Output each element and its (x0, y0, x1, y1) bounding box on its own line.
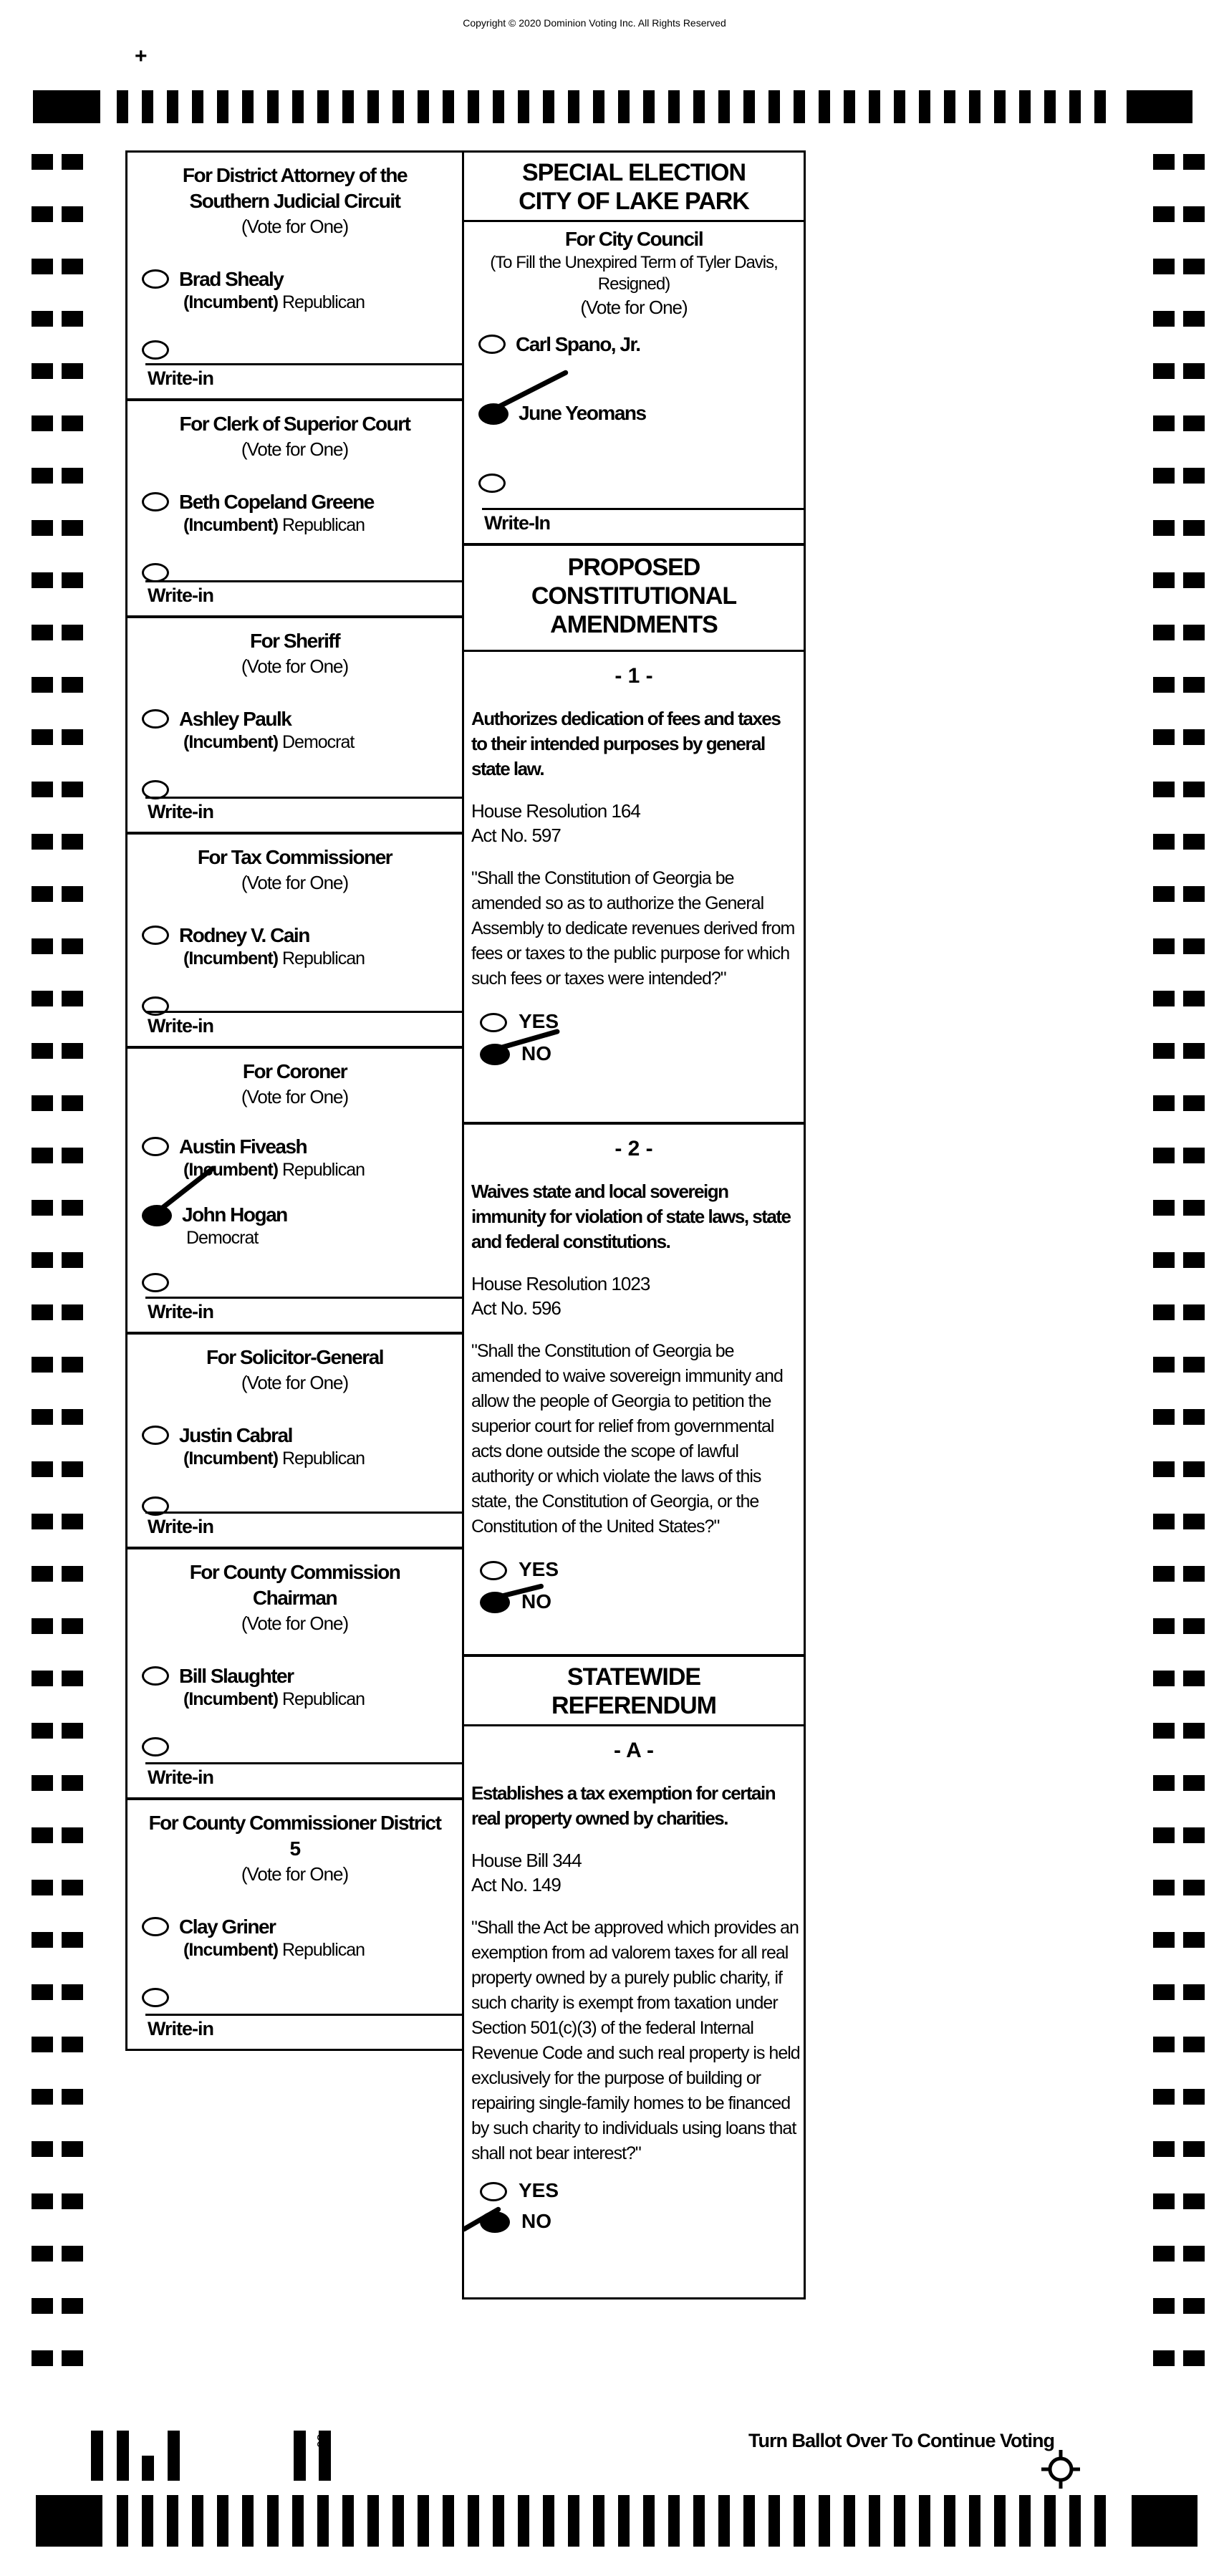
vote-for-instruction: (Vote for One) (241, 438, 349, 460)
empty-candidate-row (142, 1271, 462, 1292)
yes-choice-row (480, 1010, 804, 1033)
vote-oval[interactable] (142, 926, 169, 945)
left-contest-column (125, 150, 464, 2051)
header-line: PROPOSED (567, 554, 700, 581)
vote-oval[interactable] (142, 269, 169, 289)
vote-oval-filled[interactable] (480, 2211, 510, 2233)
vote-oval-filled[interactable] (480, 1044, 510, 1065)
turn-ballot-over-text: Turn Ballot Over To Continue Voting (748, 2430, 1054, 2451)
contest-tax-commissioner (127, 835, 462, 1049)
vote-oval[interactable] (142, 1988, 169, 2007)
write-in-area[interactable] (482, 508, 804, 539)
candidate-detail: (Incumbent) Republican (183, 1689, 365, 1709)
measure-references: House Bill 344 Act No. 149 (471, 1850, 582, 1895)
candidate-detail: (Incumbent) Republican (183, 515, 365, 535)
vote-oval-filled[interactable] (142, 1205, 172, 1226)
write-in-label: Write-in (148, 1767, 213, 1788)
measure-question: "Shall the Constitution of Georgia be amended to waive sovereign immunity and allow the people of Georgia to petition the superior court for relief from governmental acts done outside the scope of lawful authority or which violate the laws of this state, the Constitution of Georgia, or the Constitution of the United States?" (471, 1341, 783, 1537)
write-in-area[interactable] (145, 1512, 462, 1543)
yes-label: YES (519, 2179, 559, 2201)
candidate-name: Bill Slaughter (179, 1665, 294, 1687)
vote-oval[interactable] (142, 1137, 169, 1156)
candidate-row (142, 1135, 462, 1181)
timing-mark-block (1127, 90, 1192, 123)
contest-clerk-superior-court (127, 401, 462, 618)
yes-choice-row (480, 2179, 804, 2202)
empty-candidate-row (142, 561, 462, 582)
candidate-row-selected (478, 401, 804, 426)
measure-references: House Resolution 1023 Act No. 596 (471, 1273, 650, 1319)
yes-label: YES (519, 1010, 559, 1032)
write-in-label: Write-in (148, 801, 213, 822)
timing-marks-right (1153, 154, 1175, 2382)
candidate-row (142, 267, 462, 314)
candidate-row (142, 923, 462, 970)
measure-number: - 1 - (615, 664, 653, 688)
vote-for-instruction: (Vote for One) (241, 1613, 349, 1634)
vote-for-instruction: (Vote for One) (241, 216, 349, 237)
write-in-label: Write-in (148, 2018, 213, 2039)
contest-subtitle: (To Fill the Unexpired Term of Tyler Davis, Resigned) (490, 253, 778, 294)
measure-summary: Waives state and local sovereign immunity for violation of state laws, state and federal constitutions. (471, 1181, 791, 1252)
contest-title: For County Commission Chairman (189, 1561, 400, 1609)
write-in-label: Write-in (148, 367, 213, 389)
timing-marks-top (117, 90, 1114, 123)
vote-for-instruction: (Vote for One) (241, 872, 349, 893)
measure-number: - 2 - (615, 1137, 653, 1160)
candidate-detail: (Incumbent) Republican (183, 1448, 365, 1469)
empty-candidate-row (478, 471, 804, 493)
no-label: NO (521, 2209, 551, 2232)
copyright-line: Copyright © 2020 Dominion Voting Inc. All Rights Reserved (463, 17, 726, 29)
write-in-area[interactable] (145, 797, 462, 828)
timing-marks-right (1183, 154, 1205, 2382)
candidate-name: Ashley Paulk (179, 708, 291, 730)
vote-for-instruction: (Vote for One) (241, 1086, 349, 1107)
contest-commissioner-district-5 (127, 1800, 462, 2049)
no-label: NO (521, 1590, 551, 1613)
contest-district-attorney (127, 153, 462, 401)
candidate-detail: (Incumbent) Republican (183, 1940, 365, 1960)
timing-marks-left (32, 154, 53, 2382)
vote-oval[interactable] (142, 1737, 169, 1756)
candidate-row (142, 707, 462, 754)
candidate-name: Rodney V. Cain (179, 924, 309, 946)
special-election-header (464, 153, 804, 222)
measure-referendum-a (464, 1726, 804, 2297)
candidate-row (142, 1423, 462, 1470)
candidate-row (142, 1915, 462, 1961)
candidate-name: Brad Shealy (179, 268, 284, 290)
write-in-label: Write-in (148, 585, 213, 606)
vote-oval-filled[interactable] (478, 403, 509, 425)
contest-city-council (464, 222, 804, 546)
vote-oval[interactable] (480, 1561, 507, 1580)
vote-oval[interactable] (480, 2182, 507, 2201)
stub-barcode-bar (142, 2456, 154, 2481)
vote-oval[interactable] (142, 1917, 169, 1936)
candidate-detail: (Incumbent) Republican (183, 1160, 365, 1180)
no-choice-row-selected (480, 2209, 804, 2233)
vote-oval[interactable] (142, 709, 169, 729)
write-in-area[interactable] (145, 363, 462, 395)
candidate-row (142, 1664, 462, 1711)
vote-oval[interactable] (142, 1273, 169, 1292)
write-in-area[interactable] (145, 1762, 462, 1794)
measure-question: "Shall the Act be approved which provides an exemption from ad valorem taxes for all real property owned by a purely public charity, if such charity is exempt from taxation under Section 501(c)(3) of the federal Internal Revenue Code and such real property is held exclusively for the purpose of building or repairing single-family homes to be financed by such charity to individuals using loans that shall not bear interest?" (471, 1918, 800, 2163)
measure-summary: Establishes a tax exemption for certain real property owned by charities. (471, 1782, 776, 1829)
write-in-area[interactable] (145, 580, 462, 612)
candidate-name: June Yeomans (519, 402, 646, 424)
write-in-label: Write-In (484, 512, 550, 534)
contest-sheriff (127, 618, 462, 835)
vote-for-instruction: (Vote for One) (241, 655, 349, 677)
timing-marks-left (62, 154, 83, 2382)
header-line: AMENDMENTS (550, 611, 718, 638)
candidate-row-selected (142, 1203, 462, 1249)
measure-question: "Shall the Constitution of Georgia be amended so as to authorize the General Assembly to dedicate revenues derived from fees or taxes to the public purpose for which such fees or taxes were intended?" (471, 868, 795, 989)
contest-title: For District Attorney of the Southern Judicial Circuit (182, 164, 408, 212)
contest-title: For Solicitor-General (206, 1346, 383, 1368)
write-in-label: Write-in (148, 1516, 213, 1537)
candidate-name: Clay Griner (179, 1916, 276, 1938)
contest-title: For City Council (564, 228, 703, 250)
candidate-name: Beth Copeland Greene (179, 491, 374, 513)
contest-coroner (127, 1049, 462, 1335)
write-in-label: Write-in (148, 1301, 213, 1322)
measure-number: - A - (613, 1739, 655, 1762)
vote-oval[interactable] (142, 1666, 169, 1686)
timing-marks-bottom (117, 2495, 1114, 2547)
yes-label: YES (519, 1558, 559, 1580)
header-line: CITY OF LAKE PARK (519, 188, 749, 215)
write-in-label: Write-in (148, 1015, 213, 1037)
write-in-area[interactable] (145, 2014, 462, 2045)
candidate-name: Austin Fiveash (179, 1135, 307, 1158)
registration-crosshair-icon (1040, 2448, 1081, 2494)
amendments-header (464, 546, 804, 652)
contest-solicitor-general (127, 1335, 462, 1549)
vote-oval[interactable] (480, 1013, 507, 1032)
vote-oval[interactable] (478, 335, 506, 354)
header-line: SPECIAL ELECTION (521, 159, 746, 186)
measure-amendment-2 (464, 1125, 804, 1657)
right-contest-column (462, 150, 806, 2299)
registration-plus-icon: + (135, 44, 148, 68)
measure-summary: Authorizes dedication of fees and taxes to their intended purposes by general state law. (471, 708, 781, 779)
contest-title: For Tax Commissioner (197, 846, 392, 868)
candidate-name: Justin Cabral (179, 1424, 292, 1446)
measure-references: House Resolution 164 Act No. 597 (471, 800, 640, 846)
candidate-detail: (Incumbent) Republican (183, 948, 365, 969)
candidate-name: John Hogan (182, 1203, 287, 1226)
contest-title: For Clerk of Superior Court (179, 413, 410, 435)
vote-oval[interactable] (142, 492, 169, 511)
empty-candidate-row (142, 1986, 462, 2007)
candidate-detail: (Incumbent) Republican (183, 292, 365, 312)
candidate-row (142, 490, 462, 537)
vote-oval-filled[interactable] (480, 1592, 510, 1613)
contest-title: For Sheriff (249, 630, 340, 652)
no-choice-row-selected (480, 1590, 804, 1613)
vote-for-instruction: (Vote for One) (580, 297, 688, 318)
candidate-detail: Democrat (186, 1228, 259, 1248)
contest-title: For County Commissioner District 5 (148, 1812, 441, 1860)
vote-oval[interactable] (142, 563, 169, 582)
vote-oval[interactable] (142, 1426, 169, 1445)
timing-mark-block (36, 2495, 102, 2547)
no-choice-row-selected (480, 1042, 804, 1065)
header-line: STATEWIDE (567, 1663, 701, 1691)
write-in-area[interactable] (145, 1297, 462, 1328)
contest-commission-chairman (127, 1549, 462, 1800)
empty-candidate-row (142, 338, 462, 360)
empty-candidate-row (142, 1735, 462, 1756)
stub-number: 50 (314, 2434, 328, 2448)
timing-mark-block (33, 90, 100, 123)
candidate-detail: (Incumbent) Democrat (183, 732, 355, 752)
yes-choice-row (480, 1558, 804, 1581)
pen-mark (464, 2206, 501, 2232)
vote-oval[interactable] (478, 474, 506, 493)
contest-title: For Coroner (242, 1060, 347, 1082)
timing-mark-block (1132, 2495, 1198, 2547)
vote-for-instruction: (Vote for One) (241, 1863, 349, 1885)
vote-oval[interactable] (142, 340, 169, 360)
header-line: REFERENDUM (551, 1692, 716, 1719)
vote-for-instruction: (Vote for One) (241, 1372, 349, 1393)
write-in-area[interactable] (145, 1011, 462, 1042)
candidate-name: Carl Spano, Jr. (516, 333, 640, 355)
no-label: NO (521, 1042, 551, 1064)
statewide-referendum-header (464, 1657, 804, 1726)
candidate-row (478, 332, 804, 357)
header-line: CONSTITUTIONAL (531, 582, 737, 610)
measure-amendment-1 (464, 652, 804, 1125)
